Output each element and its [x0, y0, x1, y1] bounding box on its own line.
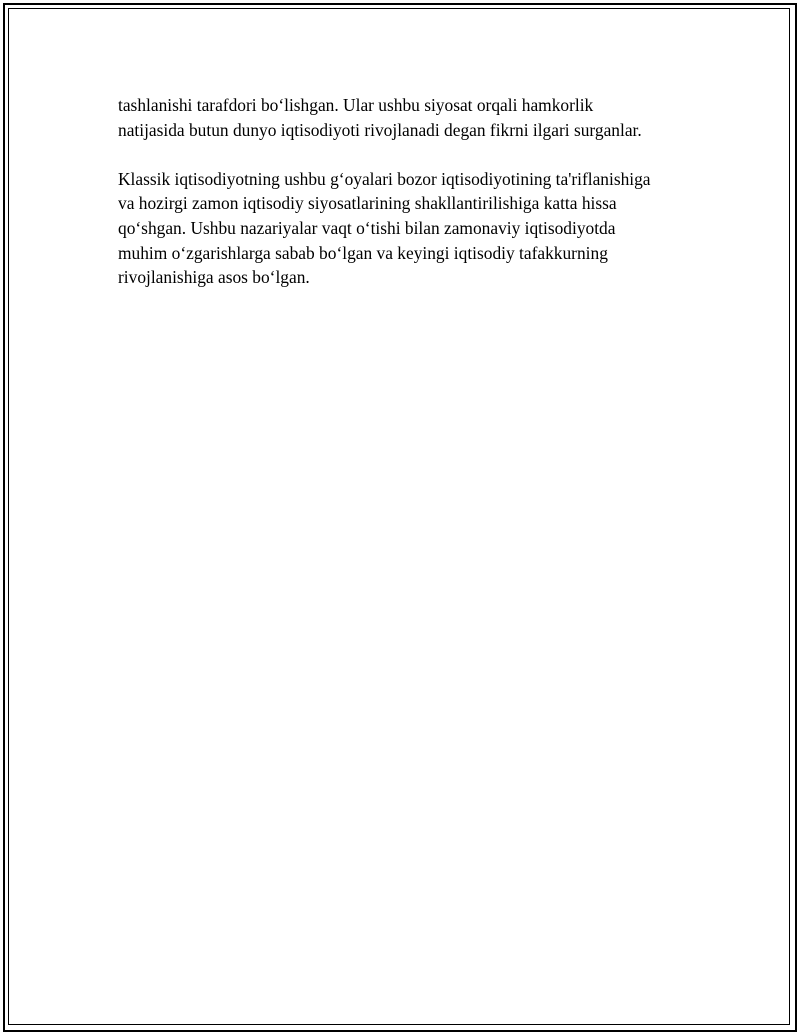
paragraph-2: [118, 167, 698, 290]
document-body: [118, 93, 698, 290]
text-line: natijasida butun dunyo iqtisodiyoti rivojlanadi degan fikrni ilgari surganlar.: [118, 119, 642, 140]
text-line: muhim o‘zgarishlarga sabab bo‘lgan va keyingi iqtisodiy tafakkurning: [118, 242, 608, 263]
text-line: rivojlanishiga asos bo‘lgan.: [118, 267, 310, 288]
paragraph-1: [118, 93, 698, 142]
text-line: tashlanishi tarafdori bo‘lishgan. Ular ushbu siyosat orqali hamkorlik: [118, 95, 594, 115]
text-line: Klassik iqtisodiyotning ushbu g‘oyalari bozor iqtisodiyotining ta'riflanishiga: [118, 168, 651, 189]
text-line: qo‘shgan. Ushbu nazariyalar vaqt o‘tishi bilan zamonaviy iqtisodiyotda: [118, 217, 616, 238]
text-line: va hozirgi zamon iqtisodiy siyosatlarining shakllantirilishiga katta hissa: [118, 193, 617, 214]
